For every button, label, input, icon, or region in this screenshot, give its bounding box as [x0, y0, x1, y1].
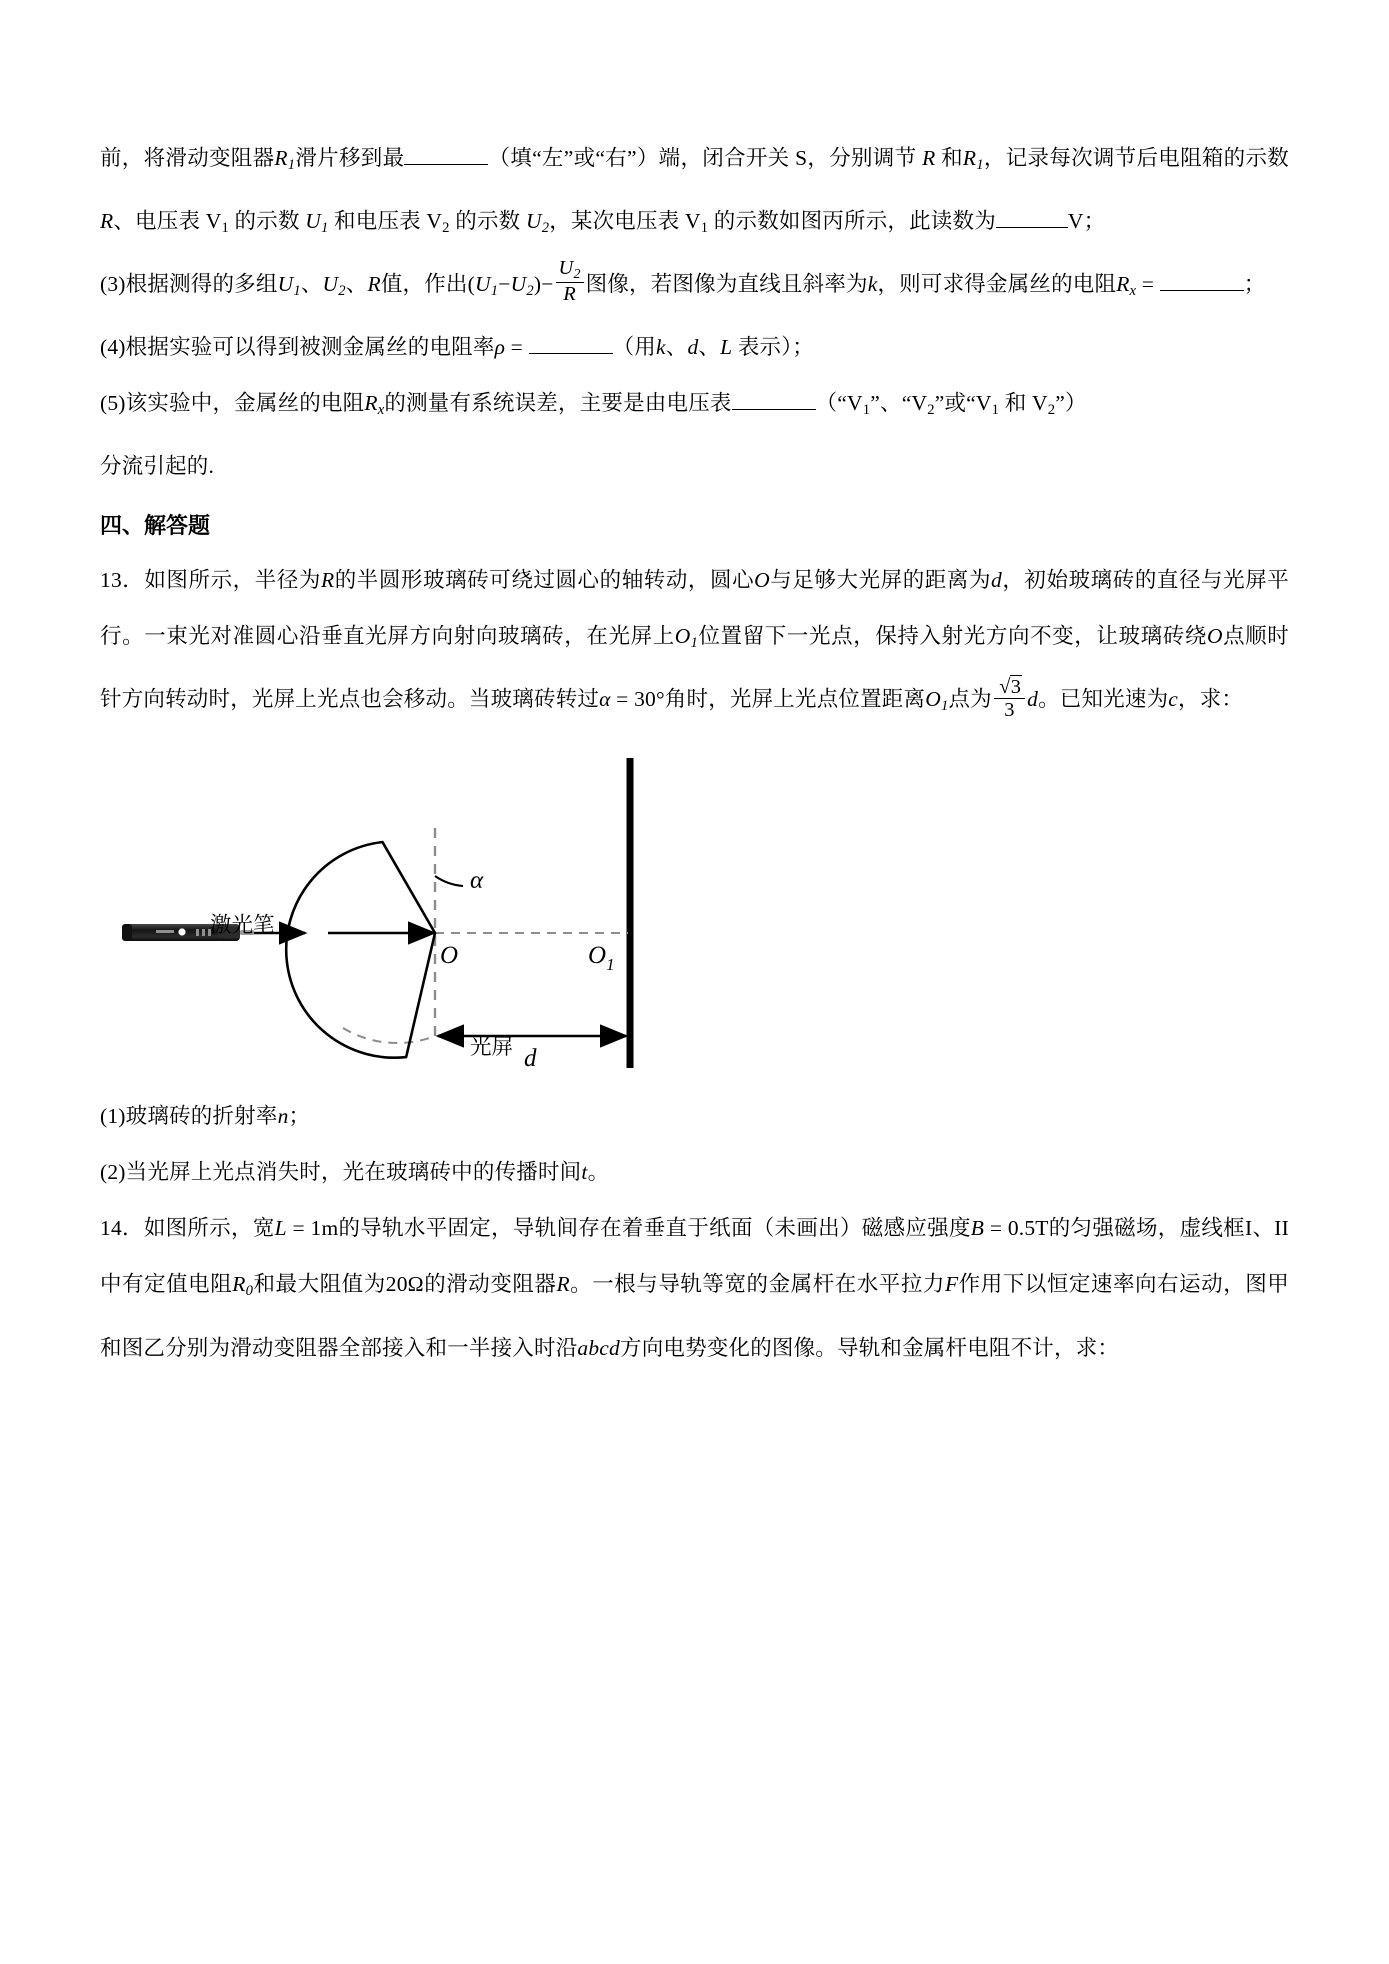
text-run: 。 — [587, 1160, 610, 1185]
text-run: 方向电势变化的图像。导轨和金属杆电阻不计，求： — [620, 1335, 1120, 1360]
symbol-R0: $R_0$ — [232, 1272, 254, 1300]
text-run: 。一根与导轨等宽的金属杆在水平拉力 — [569, 1272, 945, 1297]
symbol-R: R — [922, 146, 936, 170]
answer-blank[interactable] — [404, 143, 488, 166]
text-run: 分流引起的. — [100, 454, 215, 479]
question-number: 14． — [100, 1216, 144, 1241]
text-run: (2)当光屏上光点消失时，光在玻璃砖中的传播时间 — [100, 1160, 582, 1185]
text-run: 角时，光屏上光点位置距离 — [664, 687, 926, 712]
symbol-F: F — [944, 1272, 959, 1297]
symbol-c: c — [1168, 687, 1179, 712]
symbol-Rx: $R_x$ — [364, 391, 385, 419]
subscript-1: 1 — [221, 220, 229, 237]
symbol-n: n — [277, 1104, 289, 1129]
symbol-B: B — [970, 1216, 985, 1241]
unit-volt: V； — [1067, 209, 1106, 234]
text-run: ，记录每次调节后电阻箱的示数 — [983, 146, 1289, 170]
text-run: 、 — [300, 272, 323, 297]
answer-blank[interactable] — [1160, 269, 1244, 292]
symbol-R1-second: $R_1$ — [962, 146, 984, 174]
symbol-R: R — [367, 272, 381, 297]
value-alpha-30deg: = 30° — [610, 687, 665, 712]
symbol-U1: $U_1$ — [277, 272, 301, 300]
subscript-2: 2 — [927, 402, 935, 419]
text-run: 的示数 — [449, 209, 526, 234]
value-resistance-max: 20Ω — [385, 1272, 424, 1297]
text-run: 的半圆形玻璃砖可绕过圆心的轴转动，圆心 — [334, 568, 755, 593]
symbol-U2: $U_2$ — [322, 272, 346, 300]
text-run: ，求： — [1178, 687, 1244, 712]
text-run: ，初始玻璃砖的直径与光屏平行。一束光对准圆心沿垂直光屏方向射向玻璃砖，在光屏上 — [100, 568, 1289, 649]
symbol-O1: $O_1$ — [674, 624, 699, 652]
screen-label: 光屏 — [470, 1035, 514, 1060]
symbol-d: d — [687, 335, 699, 360]
text-run: 滑片移到最 — [295, 146, 405, 170]
text-run: 的示数如图丙所示，此读数为 — [708, 209, 996, 234]
paragraph-item-5 — [100, 375, 1289, 438]
figure-optics-diagram — [100, 748, 1289, 1078]
text-run: 的导轨水平固定，导轨间存在着垂直于纸面（未画出）磁感应强度 — [338, 1216, 971, 1241]
text-run: （“V — [815, 391, 863, 416]
text-run: ； — [1243, 272, 1266, 297]
subscript-1: 1 — [862, 402, 871, 419]
symbol-O1: $O_1$ — [925, 687, 949, 715]
symbol-Rx: $R_x$ — [1116, 272, 1137, 300]
text-run: (4)根据实验可以得到被测金属丝的电阻率 — [100, 335, 495, 360]
text-run: ； — [288, 1104, 311, 1129]
answer-blank[interactable] — [996, 206, 1068, 229]
value-L: = 1m — [286, 1216, 339, 1241]
symbol-abcd: abcd — [577, 1335, 620, 1360]
symbol-R-box: R — [100, 209, 114, 234]
symbol-R1: $R_1$ — [274, 146, 296, 174]
symbol-rho: ρ — [494, 335, 506, 360]
text-run: (5)该实验中，金属丝的电阻 — [100, 391, 365, 416]
fraction-U2-over-R: $\frac{U_2}{R}$ — [556, 257, 584, 305]
question-13-item-2 — [100, 1144, 1289, 1200]
text-run: （填“左”或“右”）端，闭合开关 S，分别调节 — [488, 146, 923, 170]
symbol-t: t — [581, 1160, 588, 1185]
subscript-2b: 2 — [1047, 402, 1056, 419]
question-14-body — [100, 1200, 1289, 1375]
paragraph-item-3 — [100, 256, 1289, 319]
text-run: 如图所示，半径为 — [144, 568, 321, 593]
symbol-R: R — [320, 568, 335, 593]
symbol-L: L — [274, 1216, 287, 1241]
symbol-O: O — [1206, 624, 1223, 649]
text-run: 和电压表 V — [328, 209, 443, 234]
text-run: ，某次电压表 V — [549, 209, 701, 234]
laser-pointer-label: 激光笔 — [210, 913, 275, 938]
text-run: 、电压表 V — [113, 209, 222, 234]
symbol-d: d — [1027, 687, 1039, 712]
text-run: 的滑动变阻器 — [423, 1272, 557, 1297]
text-run: 值，作出 — [380, 272, 468, 297]
text-run: 的测量有系统误差，主要是由电压表 — [384, 391, 732, 416]
distance-label-d: d — [524, 1045, 537, 1073]
text-run: 。已知光速为 — [1038, 687, 1169, 712]
text-run: 、 — [345, 272, 368, 297]
text-run: 的示数 — [228, 209, 306, 234]
optics-diagram-svg — [100, 748, 800, 1078]
text-run: ”） — [1055, 391, 1087, 416]
equals-sign: = — [1136, 272, 1160, 297]
question-13-item-1 — [100, 1088, 1289, 1144]
text-run: ，则可求得金属丝的电阻 — [877, 272, 1117, 297]
paragraph-experiment-steps — [100, 130, 1289, 256]
fraction-sqrt3-over-3: $\frac{√3}{3}$ — [994, 676, 1025, 721]
symbol-U1: $U_1$ — [305, 209, 329, 237]
equals-sign: = — [505, 335, 529, 360]
answer-blank[interactable] — [529, 332, 613, 355]
text-run: 点顺时针方向转动时，光屏上光点也会移动。当玻璃砖转过 — [100, 624, 1289, 712]
question-number: 13． — [100, 568, 145, 593]
symbol-alpha: α — [599, 687, 611, 712]
value-B: = 0.5T — [984, 1216, 1049, 1241]
symbol-O: O — [754, 568, 770, 593]
text-run: 和最大阻值为 — [253, 1272, 386, 1297]
angle-label-alpha: α — [470, 867, 484, 895]
text-run: ”、“V — [870, 391, 928, 416]
symbol-k: k — [656, 335, 666, 360]
paragraph-item-5-continued — [100, 438, 1289, 494]
rotation-hint-arc-dashed — [343, 1028, 435, 1043]
figure-canvas — [100, 748, 800, 1083]
text-run: 如图所示，宽 — [143, 1216, 275, 1241]
subscript-2: 2 — [442, 220, 450, 237]
text-run: 与足够大光屏的距离为 — [769, 568, 992, 593]
symbol-U2: $U_2$ — [525, 209, 550, 237]
answer-blank[interactable] — [732, 388, 816, 411]
text-run: 、 — [698, 335, 721, 360]
text-run: 点为 — [948, 687, 992, 712]
text-run: 表示）； — [732, 335, 814, 360]
text-run: 位置留下一光点，保持入射光方向不变，让玻璃砖绕 — [698, 624, 1207, 649]
text-run: 和 V — [999, 391, 1048, 416]
text-run: 、 — [665, 335, 688, 360]
paragraph-item-4 — [100, 319, 1289, 375]
question-13-body — [100, 552, 1289, 734]
symbol-d: d — [991, 568, 1002, 593]
text-run: （用 — [612, 335, 656, 360]
symbol-R: R — [556, 1272, 570, 1297]
angle-arc — [435, 876, 463, 886]
sqrt-symbol: √3 — [999, 675, 1022, 698]
symbol-k: k — [867, 272, 878, 297]
section-heading-answer-questions: 四、解答题 — [100, 513, 211, 539]
point-label-O1: $O_1$ — [588, 942, 615, 975]
subscript-1b: 1 — [991, 402, 1000, 419]
center-label-O: O — [440, 942, 459, 970]
text-run: ”或“V — [934, 391, 992, 416]
text-run: 前，将滑动变阻器 — [100, 146, 275, 170]
text-run: 的匀强磁场，虚线框I、II中有定值电阻 — [100, 1216, 1289, 1297]
symbol-L: L — [720, 335, 733, 360]
text-run: 图像，若图像为直线且斜率为 — [585, 272, 868, 297]
formula-graph-expression: $(U_1-U_2)-$ $\frac{U_2}{R}$ — [468, 272, 586, 296]
text-run: (1)玻璃砖的折射率 — [100, 1104, 278, 1129]
text-run: 和 — [935, 146, 963, 170]
text-run: (3)根据测得的多组 — [100, 272, 278, 297]
text-run: 作用下以恒定速率向右运动，图甲和图乙分别为滑动变阻器全部接入和一半接入时沿 — [100, 1272, 1289, 1360]
subscript-1b: 1 — [700, 220, 709, 237]
